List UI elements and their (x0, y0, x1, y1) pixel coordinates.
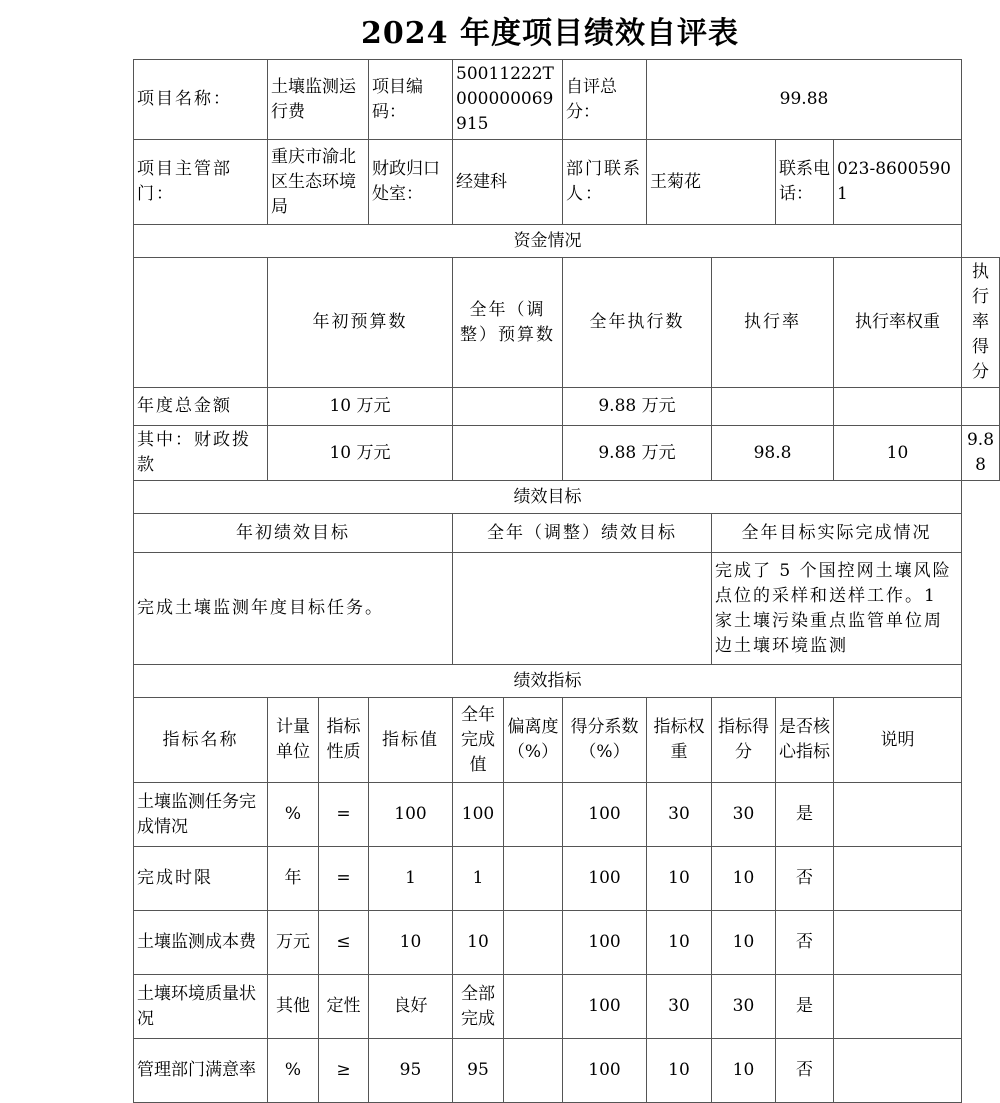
indicator-row (134, 783, 1000, 847)
goals-section-row (134, 481, 1000, 514)
ind-value: 良好 (369, 975, 453, 1039)
ind-coefficient: 100 (563, 911, 647, 975)
ind-note (834, 847, 962, 911)
ind-weight: 30 (647, 975, 712, 1039)
project-code-value: 50011222T000000069915 (453, 60, 563, 140)
project-name-label: 项目名称： (134, 60, 268, 140)
funds-header-executed: 全年执行数 (563, 258, 712, 388)
contact-value: 王菊花 (647, 140, 776, 225)
funds-header-weight: 执行率权重 (834, 258, 962, 388)
ind-nature: 定性 (319, 975, 369, 1039)
ind-core: 否 (776, 911, 834, 975)
ind-nature: = (319, 783, 369, 847)
goal-initial: 完成土壤监测年度目标任务。 (134, 553, 453, 665)
ind-name: 土壤监测成本费 (134, 911, 268, 975)
ind-header-deviation: 偏离度（%） (504, 698, 563, 783)
ind-unit: % (268, 1039, 319, 1103)
funds-row-rate: 98.8 (712, 426, 834, 481)
ind-core: 否 (776, 1039, 834, 1103)
ind-weight: 10 (647, 911, 712, 975)
ind-nature: = (319, 847, 369, 911)
ind-deviation (504, 911, 563, 975)
self-score-value: 99.88 (647, 60, 962, 140)
ind-header-value: 指标值 (369, 698, 453, 783)
ind-name: 管理部门满意率 (134, 1039, 268, 1103)
ind-value: 95 (369, 1039, 453, 1103)
indicators-section-heading: 绩效指标 (134, 665, 962, 698)
ind-header-weight: 指标权重 (647, 698, 712, 783)
funds-section-row (134, 225, 1000, 258)
funds-header-rate: 执行率 (712, 258, 834, 388)
ind-value: 100 (369, 783, 453, 847)
ind-header-note: 说明 (834, 698, 962, 783)
funds-row-adjusted (453, 426, 563, 481)
finance-office-label: 财政归口处室： (369, 140, 453, 225)
ind-weight: 10 (647, 847, 712, 911)
ind-value: 10 (369, 911, 453, 975)
ind-score: 30 (712, 975, 776, 1039)
phone-value: 023-86005901 (834, 140, 962, 225)
ind-name: 土壤环境质量状况 (134, 975, 268, 1039)
goals-section-heading: 绩效目标 (134, 481, 962, 514)
goals-header-adjusted: 全年（调整）绩效目标 (453, 514, 712, 553)
ind-unit: 年 (268, 847, 319, 911)
indicator-row (134, 847, 1000, 911)
department-value: 重庆市渝北区生态环境局 (268, 140, 369, 225)
ind-score: 10 (712, 1039, 776, 1103)
funds-row-executed: 9.88 万元 (563, 388, 712, 426)
ind-score: 10 (712, 911, 776, 975)
contact-label: 部门联系人： (563, 140, 647, 225)
goals-header-actual: 全年目标实际完成情况 (712, 514, 962, 553)
funds-header-score: 执行率得分 (962, 258, 1000, 388)
ind-deviation (504, 847, 563, 911)
ind-done: 100 (453, 783, 504, 847)
funds-row (134, 388, 1000, 426)
indicators-header-row (134, 698, 1000, 783)
goals-header-row (134, 514, 1000, 553)
ind-done: 10 (453, 911, 504, 975)
goal-adjusted (453, 553, 712, 665)
ind-deviation (504, 1039, 563, 1103)
ind-header-core: 是否核心指标 (776, 698, 834, 783)
evaluation-table (133, 59, 1000, 1103)
project-name-row (134, 60, 1000, 140)
ind-core: 是 (776, 975, 834, 1039)
funds-section-heading: 资金情况 (134, 225, 962, 258)
ind-header-unit: 计量单位 (268, 698, 319, 783)
finance-office-value: 经建科 (453, 140, 563, 225)
indicator-row (134, 1039, 1000, 1103)
ind-note (834, 1039, 962, 1103)
funds-row-weight (834, 388, 962, 426)
indicators-section-row (134, 665, 1000, 698)
ind-nature: ≤ (319, 911, 369, 975)
ind-done: 全部完成 (453, 975, 504, 1039)
ind-name: 完成时限 (134, 847, 268, 911)
funds-header-adjusted: 全年（调整）预算数 (453, 258, 563, 388)
ind-coefficient: 100 (563, 1039, 647, 1103)
ind-coefficient: 100 (563, 783, 647, 847)
funds-row-score (962, 388, 1000, 426)
funds-row-label: 年度总金额 (134, 388, 268, 426)
ind-value: 1 (369, 847, 453, 911)
funds-row-budget: 10 万元 (268, 388, 453, 426)
ind-nature: ≥ (319, 1039, 369, 1103)
project-code-label: 项目编码： (369, 60, 453, 140)
phone-label: 联系电话： (776, 140, 834, 225)
funds-header-blank (134, 258, 268, 388)
project-name-value: 土壤监测运行费 (268, 60, 369, 140)
ind-name: 土壤监测任务完成情况 (134, 783, 268, 847)
funds-row-rate (712, 388, 834, 426)
funds-row (134, 426, 1000, 481)
ind-unit: 万元 (268, 911, 319, 975)
ind-unit: 其他 (268, 975, 319, 1039)
goals-row (134, 553, 1000, 665)
ind-score: 30 (712, 783, 776, 847)
ind-header-score: 指标得分 (712, 698, 776, 783)
ind-coefficient: 100 (563, 847, 647, 911)
funds-row-executed: 9.88 万元 (563, 426, 712, 481)
ind-core: 否 (776, 847, 834, 911)
ind-deviation (504, 783, 563, 847)
funds-header-row (134, 258, 1000, 388)
ind-header-name: 指标名称 (134, 698, 268, 783)
ind-header-coefficient: 得分系数（%） (563, 698, 647, 783)
self-score-label: 自评总分： (563, 60, 647, 140)
ind-note (834, 911, 962, 975)
department-row (134, 140, 1000, 225)
page-title: 2024 年度项目绩效自评表 (361, 16, 739, 51)
ind-coefficient: 100 (563, 975, 647, 1039)
indicator-row (134, 911, 1000, 975)
funds-header-budget: 年初预算数 (268, 258, 453, 388)
goals-header-initial: 年初绩效目标 (134, 514, 453, 553)
ind-done: 1 (453, 847, 504, 911)
ind-unit: % (268, 783, 319, 847)
goal-actual: 完成了 5 个国控网土壤风险点位的采样和送样工作。1 家土壤污染重点监管单位周边土壤环境监测 (712, 553, 962, 665)
funds-row-adjusted (453, 388, 563, 426)
ind-done: 95 (453, 1039, 504, 1103)
ind-note (834, 783, 962, 847)
funds-row-score: 9.88 (962, 426, 1000, 481)
funds-row-weight: 10 (834, 426, 962, 481)
department-label: 项目主管部门： (134, 140, 268, 225)
ind-core: 是 (776, 783, 834, 847)
ind-header-nature: 指标性质 (319, 698, 369, 783)
funds-row-label: 其中：财政拨款 (134, 426, 268, 481)
ind-weight: 10 (647, 1039, 712, 1103)
ind-header-done: 全年完成值 (453, 698, 504, 783)
ind-weight: 30 (647, 783, 712, 847)
funds-row-budget: 10 万元 (268, 426, 453, 481)
ind-score: 10 (712, 847, 776, 911)
